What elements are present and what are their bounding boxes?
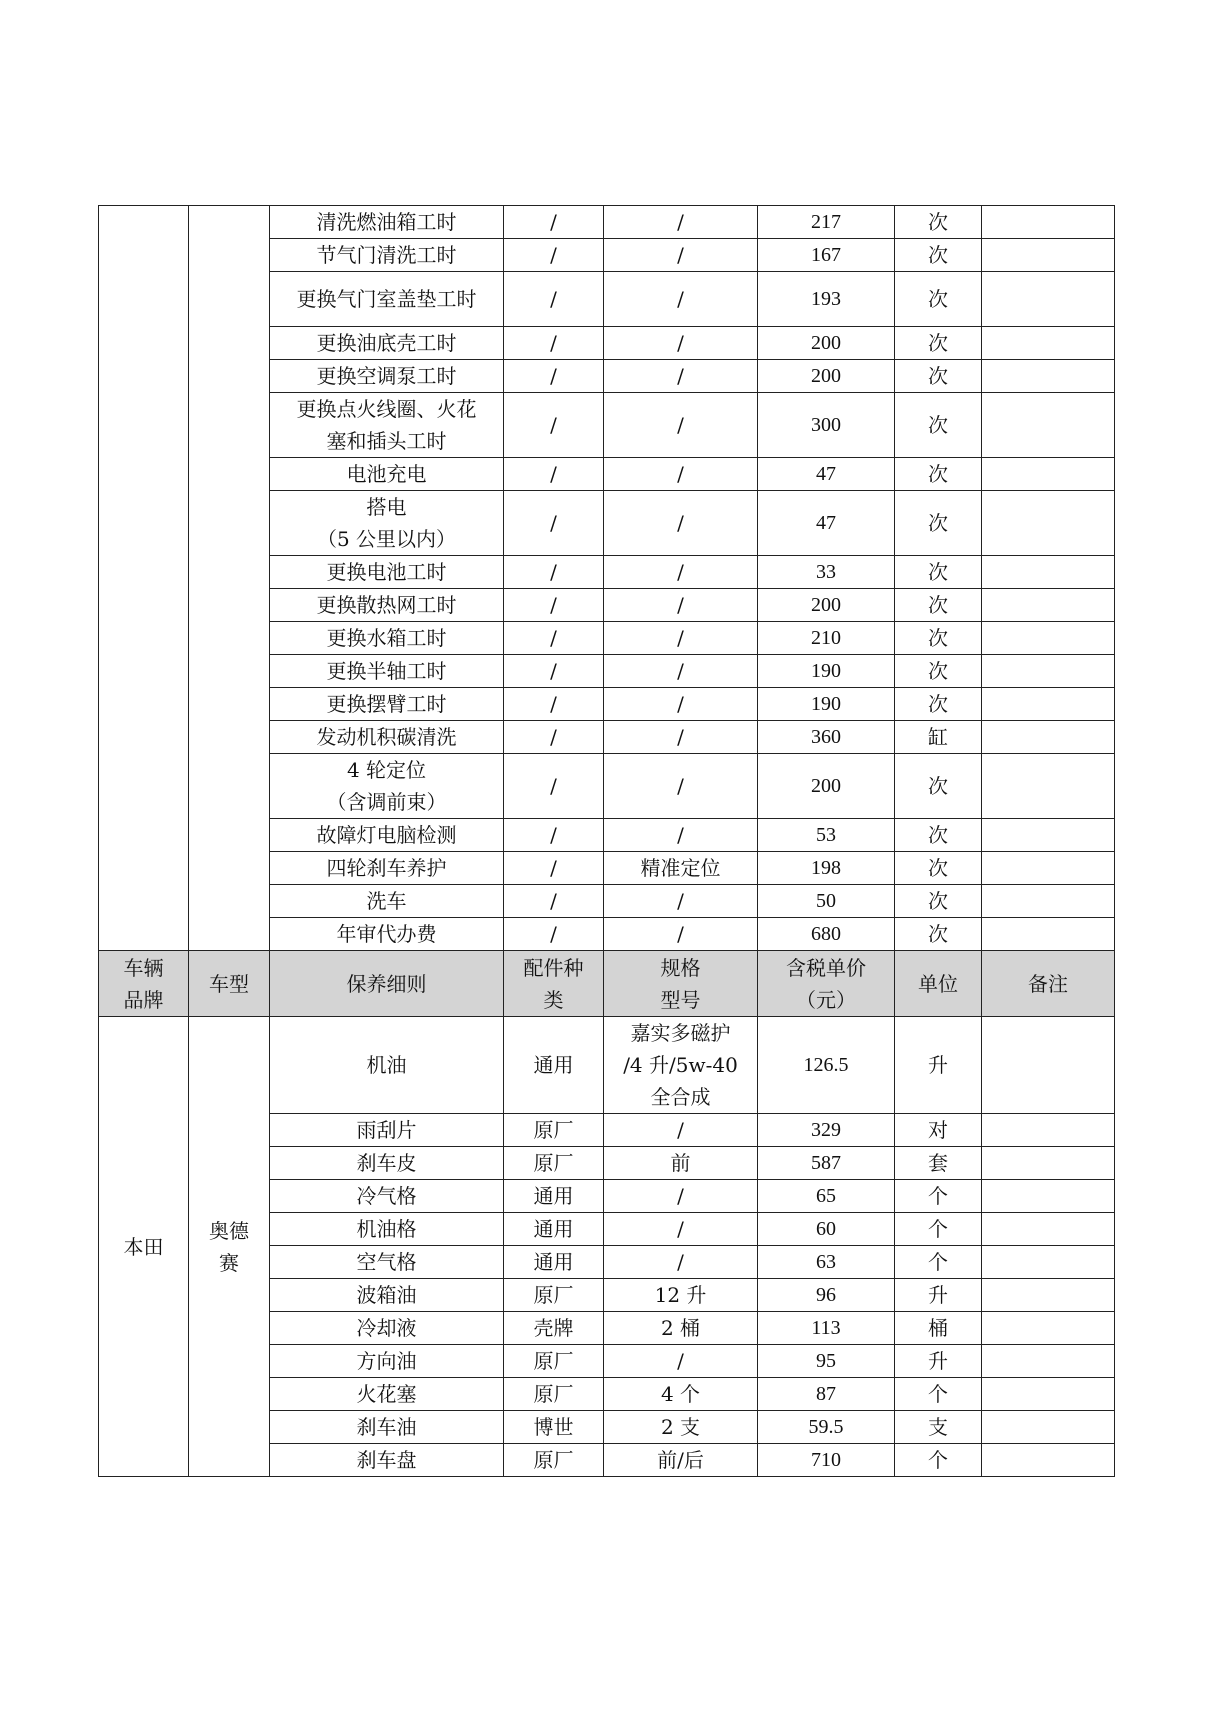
item-cell: 火花塞 bbox=[270, 1378, 504, 1411]
price-cell: 190 bbox=[758, 688, 895, 721]
price-cell: 50 bbox=[758, 885, 895, 918]
item-line: 搭电 bbox=[366, 495, 407, 519]
price-cell: 65 bbox=[758, 1180, 895, 1213]
unit-cell: 次 bbox=[895, 885, 982, 918]
note-cell bbox=[982, 688, 1115, 721]
model-cell bbox=[189, 1017, 270, 1477]
spec-line: 全合成 bbox=[650, 1085, 711, 1109]
note-cell bbox=[982, 1246, 1115, 1279]
price-cell: 680 bbox=[758, 918, 895, 951]
note-cell bbox=[982, 655, 1115, 688]
unit-cell: 升 bbox=[895, 1279, 982, 1312]
item-cell: 洗车 bbox=[270, 885, 504, 918]
header-line: 规格 bbox=[660, 955, 701, 980]
spec-cell: / bbox=[604, 360, 758, 393]
spec-cell: / bbox=[604, 491, 758, 556]
item-cell bbox=[270, 754, 504, 819]
unit-cell: 次 bbox=[895, 754, 982, 819]
spec-cell: / bbox=[604, 206, 758, 239]
category-cell: / bbox=[504, 239, 604, 272]
unit-cell: 次 bbox=[895, 688, 982, 721]
model-line: 奥德 bbox=[209, 1218, 249, 1243]
note-cell bbox=[982, 206, 1115, 239]
brand-cell-continued bbox=[99, 206, 189, 951]
category-cell: / bbox=[504, 393, 604, 458]
spec-cell: / bbox=[604, 556, 758, 589]
header-line: 含税单价 bbox=[786, 955, 866, 980]
item-cell bbox=[270, 491, 504, 556]
spec-cell: 2 支 bbox=[604, 1411, 758, 1444]
note-cell bbox=[982, 239, 1115, 272]
header-brand bbox=[99, 951, 189, 1017]
spec-cell: / bbox=[604, 688, 758, 721]
unit-cell: 个 bbox=[895, 1180, 982, 1213]
price-cell: 210 bbox=[758, 622, 895, 655]
note-cell bbox=[982, 622, 1115, 655]
spec-cell: / bbox=[604, 885, 758, 918]
header-line: （元） bbox=[796, 987, 856, 1012]
spec-cell: 前 bbox=[604, 1147, 758, 1180]
header-model: 车型 bbox=[189, 951, 270, 1017]
item-cell: 更换半轴工时 bbox=[270, 655, 504, 688]
unit-cell: 次 bbox=[895, 589, 982, 622]
spec-cell: / bbox=[604, 655, 758, 688]
spec-cell: / bbox=[604, 918, 758, 951]
price-cell: 300 bbox=[758, 393, 895, 458]
price-cell: 587 bbox=[758, 1147, 895, 1180]
category-cell: / bbox=[504, 360, 604, 393]
unit-cell: 个 bbox=[895, 1444, 982, 1477]
note-cell bbox=[982, 1345, 1115, 1378]
item-cell: 四轮刹车养护 bbox=[270, 852, 504, 885]
category-cell: / bbox=[504, 622, 604, 655]
item-cell: 冷气格 bbox=[270, 1180, 504, 1213]
note-cell bbox=[982, 458, 1115, 491]
note-cell bbox=[982, 491, 1115, 556]
category-cell: / bbox=[504, 272, 604, 327]
unit-cell: 对 bbox=[895, 1114, 982, 1147]
item-cell: 雨刮片 bbox=[270, 1114, 504, 1147]
category-cell: 原厂 bbox=[504, 1345, 604, 1378]
item-cell: 更换散热网工时 bbox=[270, 589, 504, 622]
unit-cell: 次 bbox=[895, 239, 982, 272]
table-row bbox=[99, 1017, 1115, 1114]
note-cell bbox=[982, 1378, 1115, 1411]
item-line: （5 公里以内） bbox=[316, 527, 457, 551]
header-spec bbox=[604, 951, 758, 1017]
header-unit: 单位 bbox=[895, 951, 982, 1017]
spec-cell: / bbox=[604, 1114, 758, 1147]
header-price bbox=[758, 951, 895, 1017]
category-cell: 原厂 bbox=[504, 1147, 604, 1180]
price-cell: 710 bbox=[758, 1444, 895, 1477]
header-note: 备注 bbox=[982, 951, 1115, 1017]
spec-cell: 精准定位 bbox=[604, 852, 758, 885]
price-cell: 167 bbox=[758, 239, 895, 272]
item-cell: 刹车盘 bbox=[270, 1444, 504, 1477]
note-cell bbox=[982, 1180, 1115, 1213]
spec-cell: / bbox=[604, 1345, 758, 1378]
item-cell: 波箱油 bbox=[270, 1279, 504, 1312]
spec-cell: 前/后 bbox=[604, 1444, 758, 1477]
note-cell bbox=[982, 1411, 1115, 1444]
note-cell bbox=[982, 589, 1115, 622]
table-header-row bbox=[99, 951, 1115, 1017]
spec-cell: / bbox=[604, 721, 758, 754]
category-cell: / bbox=[504, 918, 604, 951]
header-item: 保养细则 bbox=[270, 951, 504, 1017]
price-cell: 200 bbox=[758, 327, 895, 360]
spec-line: 嘉实多磁护 bbox=[630, 1021, 731, 1045]
unit-cell: 个 bbox=[895, 1246, 982, 1279]
spec-cell: / bbox=[604, 589, 758, 622]
note-cell bbox=[982, 1312, 1115, 1345]
unit-cell: 个 bbox=[895, 1213, 982, 1246]
price-cell: 87 bbox=[758, 1378, 895, 1411]
unit-cell: 次 bbox=[895, 393, 982, 458]
price-cell: 59.5 bbox=[758, 1411, 895, 1444]
unit-cell: 次 bbox=[895, 918, 982, 951]
price-cell: 126.5 bbox=[758, 1017, 895, 1114]
category-cell: / bbox=[504, 688, 604, 721]
note-cell bbox=[982, 360, 1115, 393]
spec-cell: / bbox=[604, 1246, 758, 1279]
spec-cell: 4 个 bbox=[604, 1378, 758, 1411]
spec-cell: / bbox=[604, 819, 758, 852]
category-cell: 通用 bbox=[504, 1213, 604, 1246]
category-cell: / bbox=[504, 819, 604, 852]
item-line: 更换点火线圈、火花 bbox=[296, 397, 477, 421]
category-cell: / bbox=[504, 556, 604, 589]
category-cell: / bbox=[504, 327, 604, 360]
category-cell: / bbox=[504, 754, 604, 819]
note-cell bbox=[982, 327, 1115, 360]
spec-cell: / bbox=[604, 327, 758, 360]
unit-cell: 缸 bbox=[895, 721, 982, 754]
item-cell: 更换电池工时 bbox=[270, 556, 504, 589]
spec-cell: 2 桶 bbox=[604, 1312, 758, 1345]
note-cell bbox=[982, 885, 1115, 918]
price-cell: 96 bbox=[758, 1279, 895, 1312]
spec-cell: / bbox=[604, 1180, 758, 1213]
note-cell bbox=[982, 721, 1115, 754]
maintenance-price-table bbox=[98, 205, 1115, 1477]
category-cell: 原厂 bbox=[504, 1279, 604, 1312]
category-cell: / bbox=[504, 206, 604, 239]
note-cell bbox=[982, 918, 1115, 951]
item-cell bbox=[270, 393, 504, 458]
spec-cell: / bbox=[604, 622, 758, 655]
item-cell: 空气格 bbox=[270, 1246, 504, 1279]
brand-cell: 本田 bbox=[99, 1017, 189, 1477]
item-cell: 更换气门室盖垫工时 bbox=[270, 272, 504, 327]
price-cell: 63 bbox=[758, 1246, 895, 1279]
item-cell: 更换油底壳工时 bbox=[270, 327, 504, 360]
table-row bbox=[99, 206, 1115, 239]
category-cell: / bbox=[504, 458, 604, 491]
unit-cell: 个 bbox=[895, 1378, 982, 1411]
category-cell: 壳牌 bbox=[504, 1312, 604, 1345]
note-cell bbox=[982, 852, 1115, 885]
model-cell-continued bbox=[189, 206, 270, 951]
price-cell: 200 bbox=[758, 360, 895, 393]
note-cell bbox=[982, 556, 1115, 589]
item-cell: 刹车皮 bbox=[270, 1147, 504, 1180]
header-line: 配件种 bbox=[523, 955, 584, 980]
price-cell: 190 bbox=[758, 655, 895, 688]
category-cell: 通用 bbox=[504, 1180, 604, 1213]
item-cell: 机油格 bbox=[270, 1213, 504, 1246]
header-line: 型号 bbox=[660, 987, 701, 1012]
spec-cell: 12 升 bbox=[604, 1279, 758, 1312]
price-cell: 47 bbox=[758, 458, 895, 491]
item-line: （含调前束） bbox=[326, 790, 447, 814]
unit-cell: 支 bbox=[895, 1411, 982, 1444]
price-cell: 200 bbox=[758, 754, 895, 819]
note-cell bbox=[982, 1114, 1115, 1147]
spec-cell: / bbox=[604, 1213, 758, 1246]
item-line: 4 轮定位 bbox=[346, 758, 427, 782]
spec-cell: / bbox=[604, 239, 758, 272]
price-cell: 329 bbox=[758, 1114, 895, 1147]
item-cell: 更换水箱工时 bbox=[270, 622, 504, 655]
header-line: 品牌 bbox=[123, 987, 164, 1012]
unit-cell: 次 bbox=[895, 206, 982, 239]
spec-line: /4 升/5w-40 bbox=[623, 1053, 738, 1077]
item-cell: 冷却液 bbox=[270, 1312, 504, 1345]
item-line: 塞和插头工时 bbox=[326, 429, 447, 453]
category-cell: 原厂 bbox=[504, 1378, 604, 1411]
note-cell bbox=[982, 1279, 1115, 1312]
category-cell: 博世 bbox=[504, 1411, 604, 1444]
note-cell bbox=[982, 1017, 1115, 1114]
unit-cell: 次 bbox=[895, 655, 982, 688]
unit-cell: 次 bbox=[895, 360, 982, 393]
unit-cell: 套 bbox=[895, 1147, 982, 1180]
category-cell: / bbox=[504, 885, 604, 918]
unit-cell: 次 bbox=[895, 819, 982, 852]
unit-cell: 次 bbox=[895, 852, 982, 885]
unit-cell: 升 bbox=[895, 1017, 982, 1114]
price-cell: 53 bbox=[758, 819, 895, 852]
note-cell bbox=[982, 1444, 1115, 1477]
item-cell: 电池充电 bbox=[270, 458, 504, 491]
price-cell: 95 bbox=[758, 1345, 895, 1378]
item-cell: 刹车油 bbox=[270, 1411, 504, 1444]
header-line: 车辆 bbox=[123, 955, 164, 980]
price-cell: 217 bbox=[758, 206, 895, 239]
spec-cell bbox=[604, 1017, 758, 1114]
price-cell: 360 bbox=[758, 721, 895, 754]
category-cell: / bbox=[504, 491, 604, 556]
spec-cell: / bbox=[604, 754, 758, 819]
category-cell: / bbox=[504, 852, 604, 885]
price-cell: 200 bbox=[758, 589, 895, 622]
note-cell bbox=[982, 1213, 1115, 1246]
unit-cell: 次 bbox=[895, 272, 982, 327]
header-line: 类 bbox=[543, 987, 564, 1012]
note-cell bbox=[982, 393, 1115, 458]
price-cell: 198 bbox=[758, 852, 895, 885]
model-line: 赛 bbox=[219, 1250, 239, 1275]
category-cell: / bbox=[504, 589, 604, 622]
item-cell: 方向油 bbox=[270, 1345, 504, 1378]
unit-cell: 次 bbox=[895, 491, 982, 556]
item-cell: 更换空调泵工时 bbox=[270, 360, 504, 393]
category-cell: 通用 bbox=[504, 1017, 604, 1114]
unit-cell: 桶 bbox=[895, 1312, 982, 1345]
unit-cell: 次 bbox=[895, 622, 982, 655]
category-cell: / bbox=[504, 721, 604, 754]
price-cell: 113 bbox=[758, 1312, 895, 1345]
note-cell bbox=[982, 819, 1115, 852]
item-cell: 年审代办费 bbox=[270, 918, 504, 951]
item-cell: 机油 bbox=[270, 1017, 504, 1114]
category-cell: 原厂 bbox=[504, 1444, 604, 1477]
item-cell: 清洗燃油箱工时 bbox=[270, 206, 504, 239]
spec-cell: / bbox=[604, 272, 758, 327]
category-cell: 原厂 bbox=[504, 1114, 604, 1147]
unit-cell: 升 bbox=[895, 1345, 982, 1378]
category-cell: / bbox=[504, 655, 604, 688]
spec-cell: / bbox=[604, 393, 758, 458]
item-cell: 更换摆臂工时 bbox=[270, 688, 504, 721]
price-cell: 33 bbox=[758, 556, 895, 589]
price-cell: 193 bbox=[758, 272, 895, 327]
note-cell bbox=[982, 754, 1115, 819]
unit-cell: 次 bbox=[895, 327, 982, 360]
item-cell: 故障灯电脑检测 bbox=[270, 819, 504, 852]
unit-cell: 次 bbox=[895, 458, 982, 491]
spec-cell: / bbox=[604, 458, 758, 491]
header-category bbox=[504, 951, 604, 1017]
note-cell bbox=[982, 272, 1115, 327]
unit-cell: 次 bbox=[895, 556, 982, 589]
item-cell: 发动机积碳清洗 bbox=[270, 721, 504, 754]
item-cell: 节气门清洗工时 bbox=[270, 239, 504, 272]
category-cell: 通用 bbox=[504, 1246, 604, 1279]
note-cell bbox=[982, 1147, 1115, 1180]
price-cell: 47 bbox=[758, 491, 895, 556]
price-cell: 60 bbox=[758, 1213, 895, 1246]
